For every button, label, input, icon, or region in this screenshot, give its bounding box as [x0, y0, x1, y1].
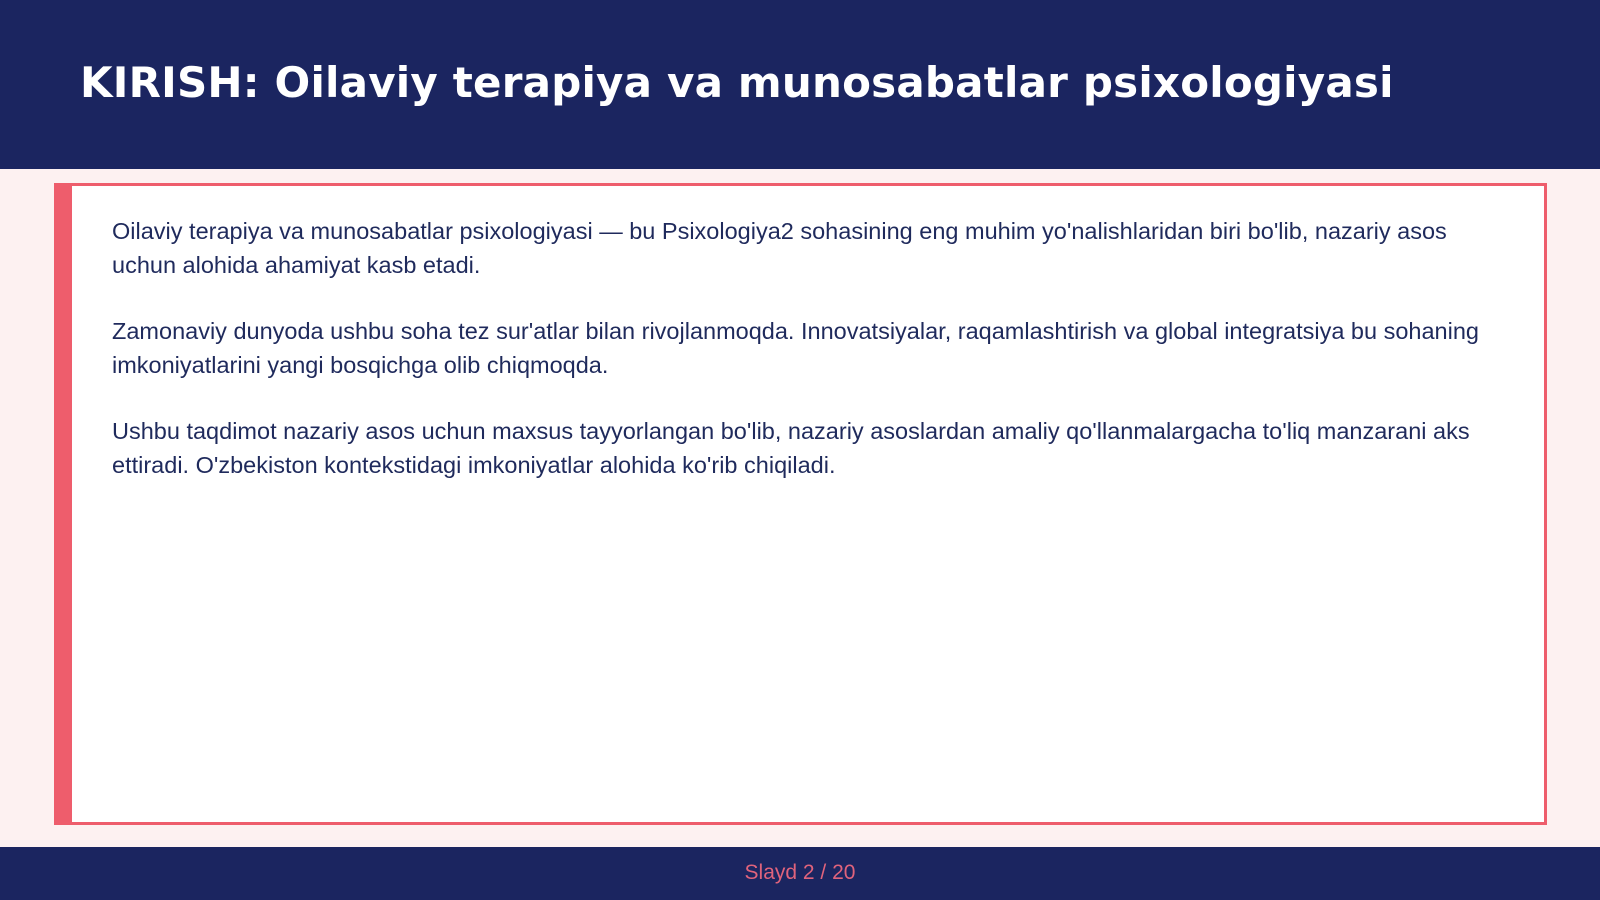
content-body — [112, 214, 1502, 514]
slide-footer — [0, 847, 1600, 900]
slide-title: KIRISH: Oilaviy terapiya va munosabatlar psixologiyasi — [80, 58, 1394, 107]
paragraph-1: Oilaviy terapiya va munosabatlar psixologiyasi — bu Psixologiya2 sohasining eng muhim yo'nalishlaridan biri bo'lib, nazariy asos uchun alohida ahamiyat kasb etadi. — [112, 218, 1447, 278]
paragraph-2: Zamonaviy dunyoda ushbu soha tez sur'atlar bilan rivojlanmoqda. Innovatsiyalar, raqamlashtirish va global integratsiya bu sohaning imkoniyatlarini yangi bosqichga olib chiqmoqda. — [112, 318, 1479, 378]
slide-header — [0, 0, 1600, 169]
slide-number: Slayd 2 / 20 — [744, 861, 856, 884]
paragraph-3: Ushbu taqdimot nazariy asos uchun maxsus tayyorlangan bo'lib, nazariy asoslardan amaliy qo'llanmalargacha to'liq manzarani aks ettiradi. O'zbekiston kontekstidagi imkoniyatlar alohida ko'rib chiqiladi. — [112, 418, 1470, 478]
